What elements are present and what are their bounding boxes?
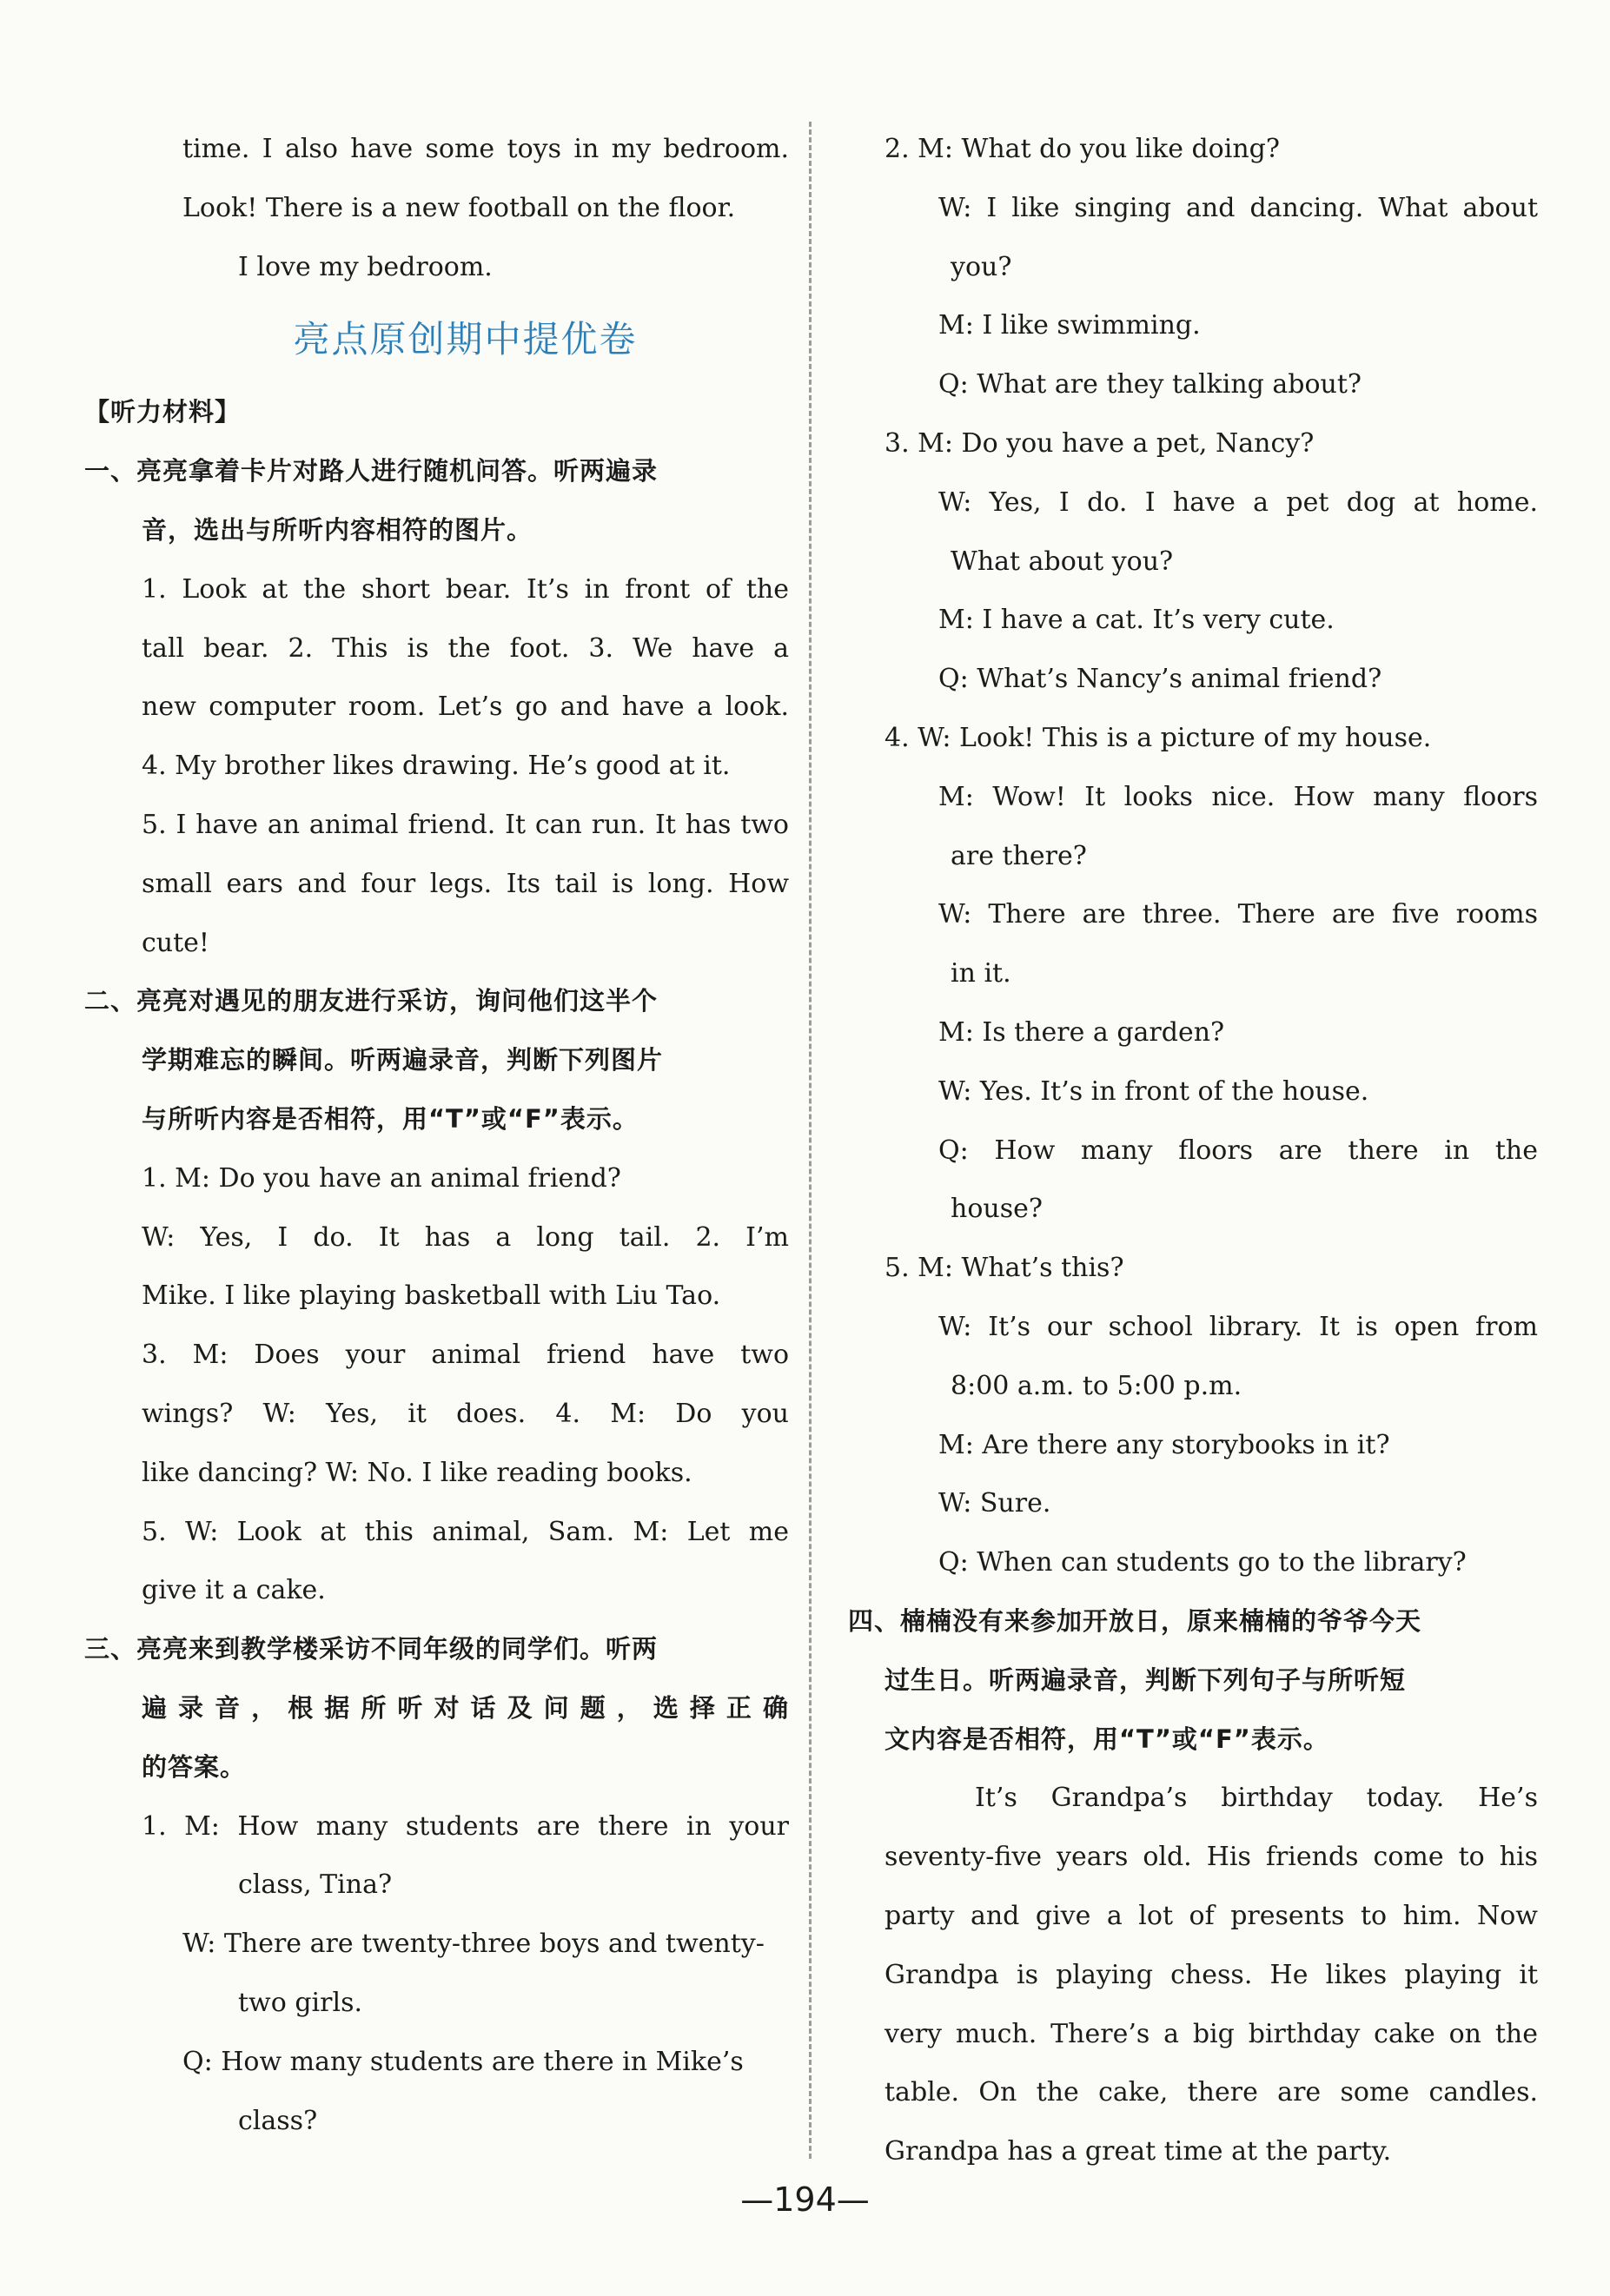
right-column bbox=[848, 120, 1538, 2181]
passage-line: seventy-five years old. His friends come to his bbox=[885, 1842, 1538, 1873]
dialogue-line: 4. W: Look! This is a picture of my house. bbox=[885, 722, 1432, 753]
text-line: I love my bedroom. bbox=[238, 251, 493, 282]
dialogue-line: class? bbox=[238, 2105, 318, 2136]
dialogue-line: Q: How many floors are there in the bbox=[938, 1135, 1538, 1166]
dialogue-line: in it. bbox=[951, 958, 1011, 989]
dialogue-line: 1. M: How many students are there in your bbox=[142, 1810, 789, 1842]
dialogue-line: 5. M: What’s this? bbox=[885, 1253, 1124, 1284]
dialogue-line: 8:00 a.m. to 5:00 p.m. bbox=[951, 1370, 1242, 1401]
section-4-heading: 过生日。听两遍录音，判断下列句子与所听短 bbox=[885, 1664, 1407, 1695]
text-line: time. I also have some toys in my bedroom. bbox=[182, 134, 789, 164]
page-number: —194— bbox=[740, 2180, 870, 2219]
text-line: Mike. I like playing basketball with Liu Tao. bbox=[142, 1280, 721, 1312]
dialogue-line: W: Yes. It’s in front of the house. bbox=[938, 1075, 1369, 1107]
dialogue-line: are there? bbox=[951, 840, 1087, 871]
dialogue-line: 2. M: What do you like doing? bbox=[885, 134, 1280, 164]
dialogue-line: M: Is there a garden? bbox=[938, 1016, 1225, 1048]
dialogue-line: two girls. bbox=[238, 1987, 362, 2018]
dialogue-line: Q: How many students are there in Mike’s bbox=[182, 2046, 744, 2077]
dialogue-line: W: Yes, I do. I have a pet dog at home. bbox=[938, 486, 1538, 518]
text-line: 3. M: Does your animal friend have two bbox=[142, 1340, 789, 1371]
section-1-heading: 一、亮亮拿着卡片对路人进行随机问答。听两遍录 bbox=[84, 456, 659, 486]
listening-header: 【听力材料】 bbox=[84, 397, 242, 427]
passage-line: It’s Grandpa’s birthday today. He’s bbox=[975, 1783, 1538, 1814]
section-2-heading: 学期难忘的瞬间。听两遍录音，判断下列图片 bbox=[142, 1045, 664, 1075]
text-line: small ears and four legs. Its tail is long. How bbox=[142, 868, 789, 899]
text-line: wings? W: Yes, it does. 4. M: Do you bbox=[142, 1398, 789, 1429]
text-line: tall bear. 2. This is the foot. 3. We have a bbox=[142, 632, 789, 664]
text-line: 4. My brother likes drawing. He’s good at it. bbox=[142, 751, 731, 782]
dialogue-line: Q: What’s Nancy’s animal friend? bbox=[938, 664, 1382, 695]
dialogue-line: M: I like swimming. bbox=[938, 310, 1201, 341]
dialogue-line: class, Tina? bbox=[238, 1869, 393, 1901]
dialogue-line: M: I have a cat. It’s very cute. bbox=[938, 605, 1335, 636]
section-2-heading: 与所听内容是否相符，用“T”或“F”表示。 bbox=[142, 1103, 639, 1134]
text-line: 5. I have an animal friend. It can run. It has two bbox=[142, 809, 789, 840]
dialogue-line: Q: When can students go to the library? bbox=[938, 1547, 1467, 1578]
text-line: Look! There is a new football on the floor. bbox=[182, 192, 736, 223]
dialogue-line: M: Wow! It looks nice. How many floors bbox=[938, 781, 1538, 812]
text-line: 5. W: Look at this animal, Sam. M: Let me bbox=[142, 1516, 789, 1547]
left-column bbox=[84, 120, 789, 2150]
text-line: W: Yes, I do. It has a long tail. 2. I’m bbox=[142, 1221, 789, 1253]
passage-line: very much. There’s a big birthday cake on the bbox=[885, 2018, 1538, 2049]
text-line: like dancing? W: No. I like reading books. bbox=[142, 1457, 692, 1488]
text-line: 1. Look at the short bear. It’s in front of the bbox=[142, 573, 789, 605]
text-line: cute! bbox=[142, 927, 209, 958]
dialogue-line: M: Are there any storybooks in it? bbox=[938, 1429, 1390, 1460]
column-divider bbox=[809, 122, 812, 2159]
dialogue-line: house? bbox=[951, 1194, 1043, 1225]
dialogue-line: W: There are three. There are five rooms bbox=[938, 899, 1538, 930]
dialogue-line: you? bbox=[951, 251, 1012, 282]
passage-line: Grandpa is playing chess. He likes playing it bbox=[885, 1959, 1538, 1990]
section-4-heading: 四、楠楠没有来参加开放日，原来楠楠的爷爷今天 bbox=[848, 1605, 1422, 1636]
section-3-heading: 遍录音，根据所听对话及问题，选择正确 bbox=[142, 1692, 789, 1723]
section-title: 亮点原创期中提优卷 bbox=[293, 318, 638, 361]
text-line: new computer room. Let’s go and have a look. bbox=[142, 691, 789, 723]
section-3-heading: 三、亮亮来到教学楼采访不同年级的同学们。听两 bbox=[84, 1634, 659, 1664]
dialogue-line: W: I like singing and dancing. What about bbox=[938, 192, 1538, 223]
passage-line: table. On the cake, there are some candles. bbox=[885, 2077, 1538, 2108]
text-line: 1. M: Do you have an animal friend? bbox=[142, 1162, 621, 1194]
dialogue-line: W: There are twenty-three boys and twenty- bbox=[182, 1929, 765, 1960]
section-2-heading: 二、亮亮对遇见的朋友进行采访，询问他们这半个 bbox=[84, 986, 659, 1016]
dialogue-line: W: It’s our school library. It is open from bbox=[938, 1311, 1538, 1342]
passage-line: Grandpa has a great time at the party. bbox=[885, 2136, 1392, 2167]
section-3-heading: 的答案。 bbox=[142, 1751, 247, 1782]
dialogue-line: 3. M: Do you have a pet, Nancy? bbox=[885, 427, 1315, 459]
dialogue-line: W: Sure. bbox=[938, 1488, 1051, 1519]
section-1-heading: 音，选出与所听内容相符的图片。 bbox=[142, 514, 533, 545]
section-4-heading: 文内容是否相符，用“T”或“F”表示。 bbox=[885, 1724, 1329, 1754]
dialogue-line: What about you? bbox=[951, 546, 1174, 577]
dialogue-line: Q: What are they talking about? bbox=[938, 369, 1362, 400]
passage-line: party and give a lot of presents to him. Now bbox=[885, 1900, 1538, 1931]
text-line: give it a cake. bbox=[142, 1575, 326, 1606]
